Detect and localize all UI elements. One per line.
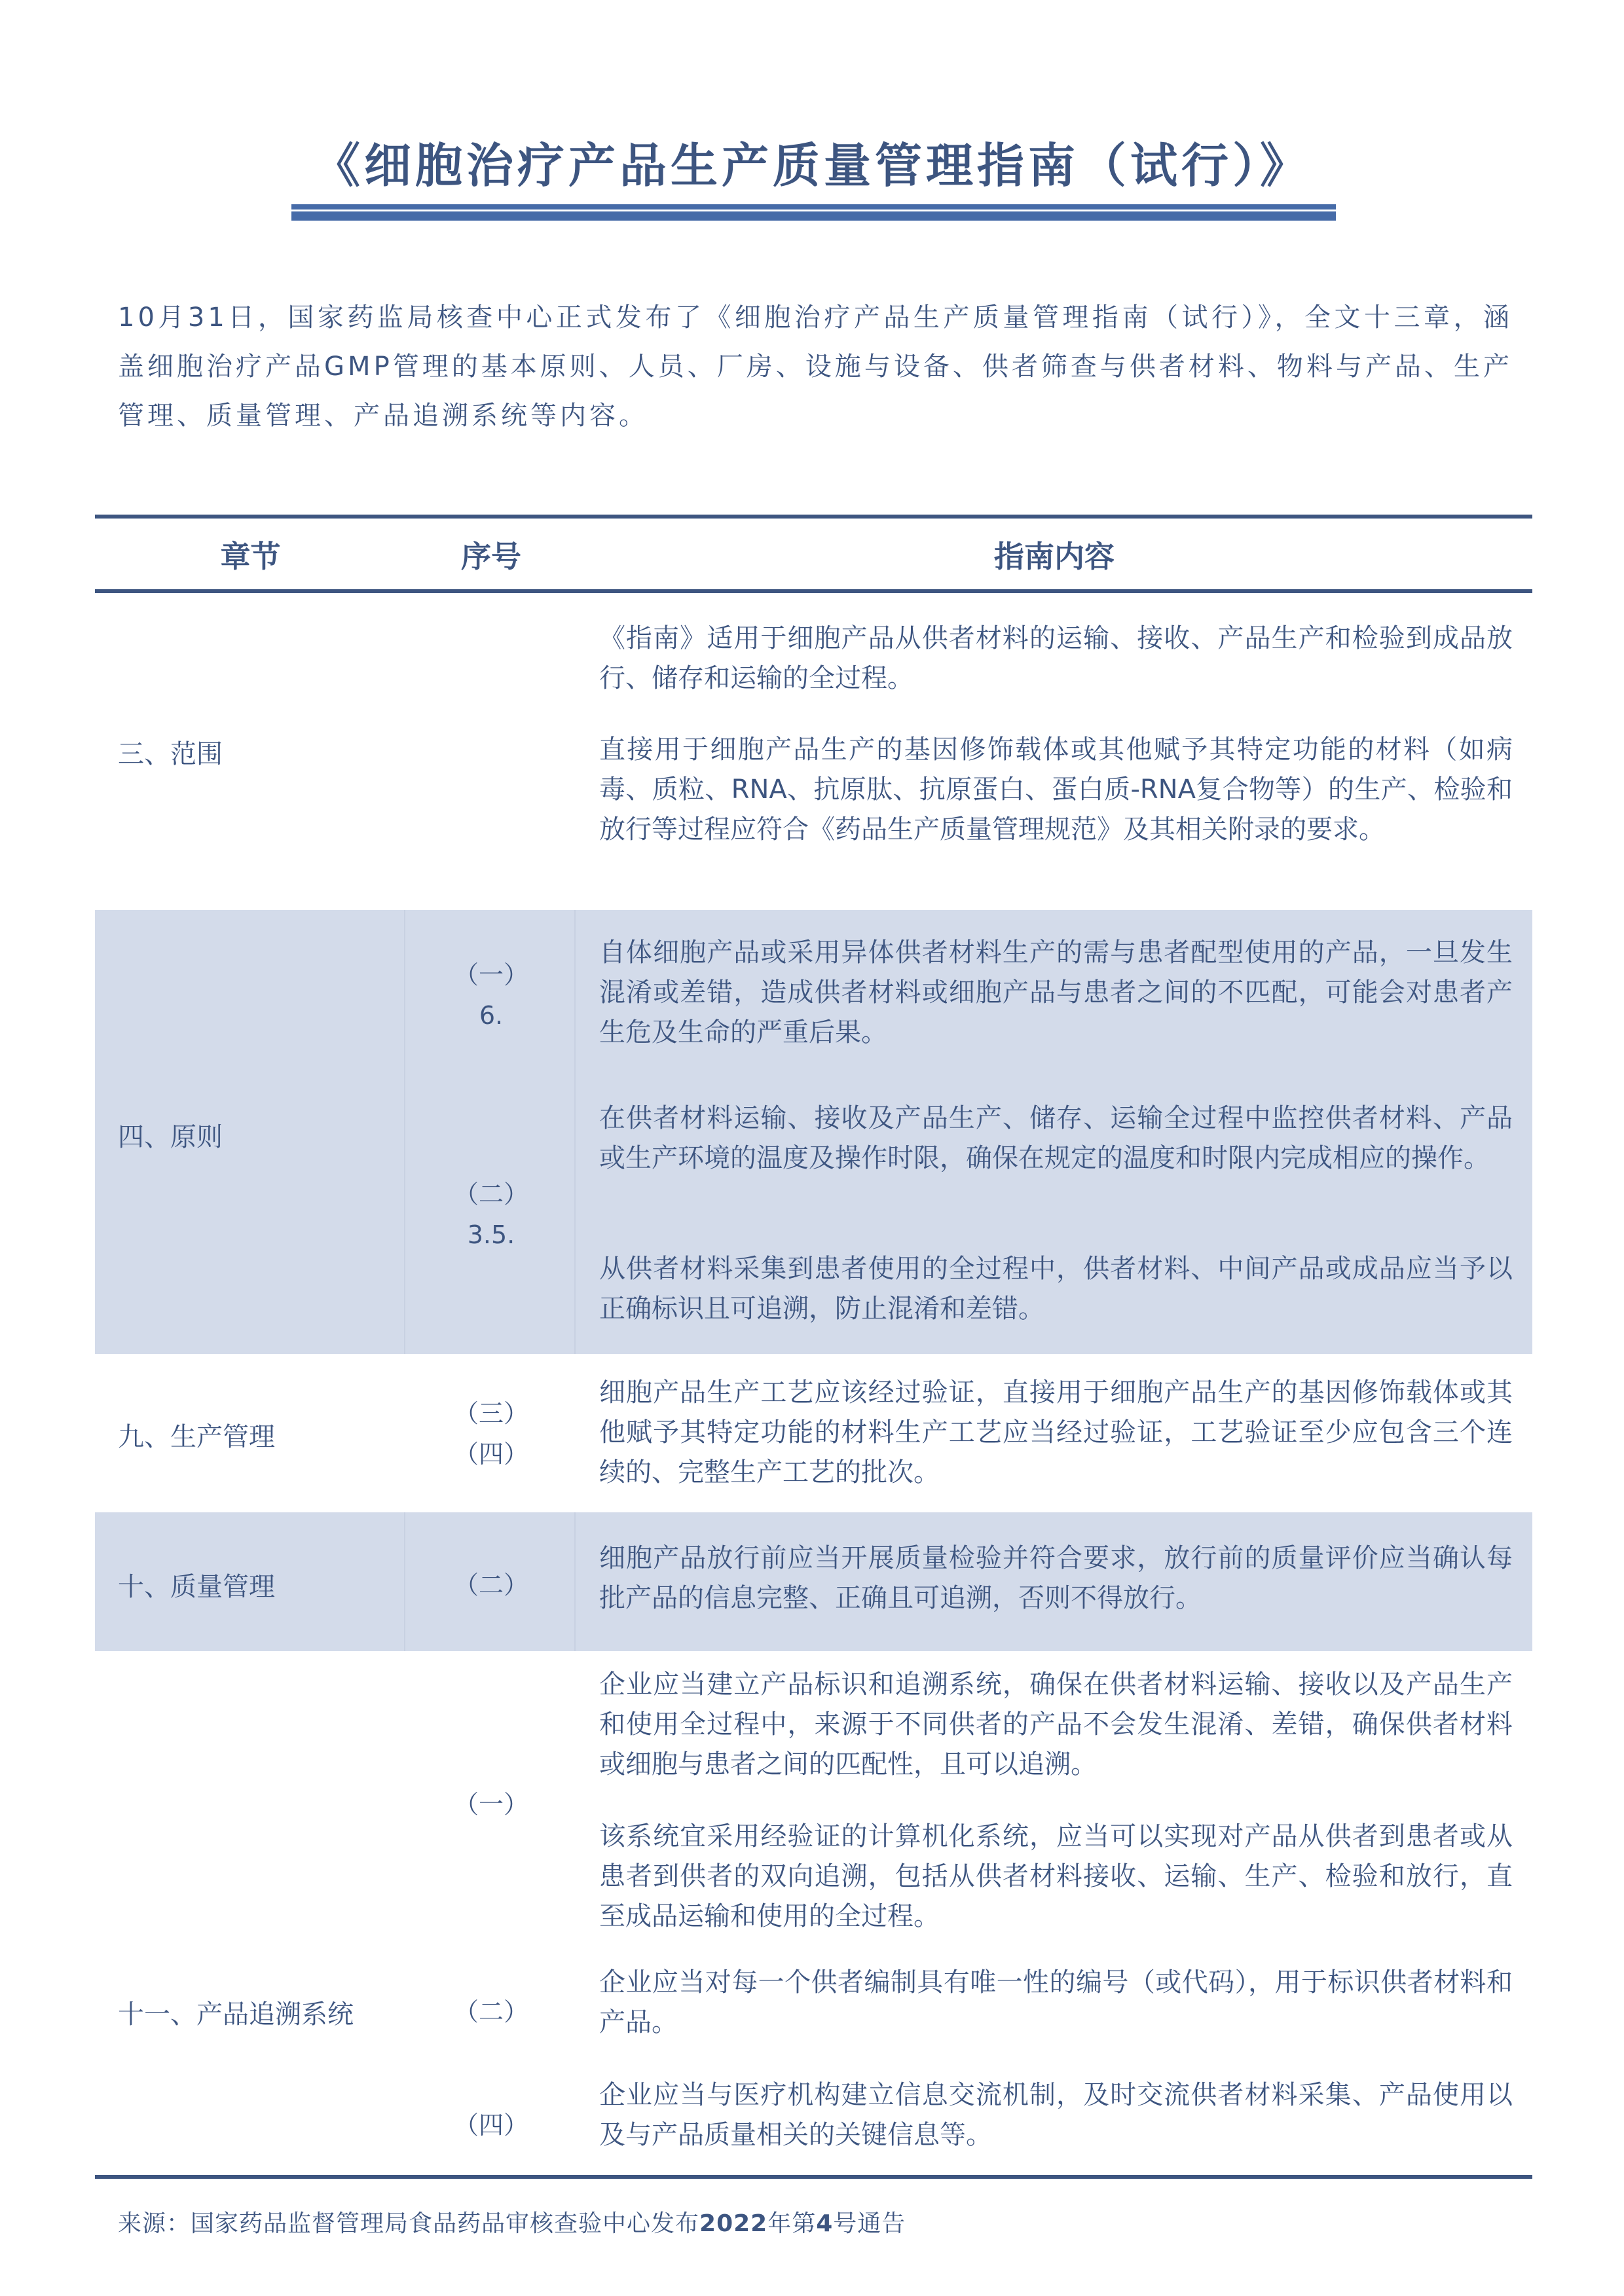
- source-number: 4: [816, 2210, 834, 2237]
- number-line: （二）: [453, 1180, 528, 1209]
- chapter-cell: 九、生产管理: [118, 1422, 275, 1452]
- content-cell: 企业应当对每一个供者编制具有唯一性的编号（或代码），用于标识供者材料和产品。: [599, 1967, 1513, 2037]
- chapter-cell: 十一、产品追溯系统: [118, 1999, 354, 2030]
- column-divider: [404, 910, 405, 1354]
- content-cell: 《指南》适用于细胞产品从供者材料的运输、接收、产品生产和检验到成品放行、储存和运输的全过程。: [599, 623, 1513, 693]
- content-cell: 从供者材料采集到患者使用的全过程中，供者材料、中间产品或成品应当予以正确标识且可追溯，防止混淆和差错。: [599, 1254, 1513, 1324]
- content-cell: 该系统宜采用经验证的计算机化系统，应当可以实现对产品从供者到患者或从患者到供者的双向追溯，包括从供者材料接收、运输、生产、检验和放行，直至成品运输和使用的全过程。: [599, 1821, 1513, 1931]
- header-content: 指南内容: [994, 539, 1115, 574]
- number-line: （三）: [453, 1399, 528, 1428]
- number-cell: [406, 955, 576, 1036]
- number-line: （四）: [453, 1440, 528, 1468]
- number-line: 6.: [479, 1001, 504, 1030]
- number-cell: （二）: [453, 1571, 528, 1599]
- content-cell: 企业应当建立产品标识和追溯系统，确保在供者材料运输、接收以及产品生产和使用全过程中，来源于不同供者的产品不会发生混淆、差错，确保供者材料或细胞与患者之间的匹配性，且可以追溯。: [599, 1669, 1513, 1779]
- content-cell: 细胞产品生产工艺应该经过验证，直接用于细胞产品生产的基因修饰载体或其他赋予其特定功能的材料生产工艺应当经过验证，工艺验证至少应包含三个连续的、完整生产工艺的批次。: [599, 1377, 1513, 1487]
- number-cell: （一）: [453, 1790, 528, 1819]
- number-line: 3.5.: [467, 1220, 515, 1249]
- header-chapter: 章节: [220, 539, 281, 574]
- number-cell: （四）: [453, 2111, 528, 2140]
- content-cell: 细胞产品放行前应当开展质量检验并符合要求，放行前的质量评价应当确认每批产品的信息完整、正确且可追溯，否则不得放行。: [599, 1543, 1513, 1613]
- content-cell: 在供者材料运输、接收及产品生产、储存、运输全过程中监控供者材料、产品或生产环境的温度及操作时限，确保在规定的温度和时限内完成相应的操作。: [599, 1103, 1513, 1173]
- number-cell: （二）: [453, 1997, 528, 2026]
- content-cell: 企业应当与医疗机构建立信息交流机制，及时交流供者材料采集、产品使用以及与产品质量相关的关键信息等。: [599, 2080, 1513, 2150]
- header-number: 序号: [461, 539, 521, 574]
- source-prefix: 来源：国家药品监督管理局食品药品审核查验中心发布: [118, 2210, 700, 2237]
- source-note: [118, 2205, 906, 2238]
- title-underline-thick: [291, 211, 1336, 221]
- intro-paragraph: 10月31日，国家药监局核查中心正式发布了《细胞治疗产品生产质量管理指南（试行）》，全文十三章，涵盖细胞治疗产品GMP管理的基本原则、人员、厂房、设施与设备、供者筛查与供者材料、物料与产品、生产管理、质量管理、产品追溯系统等内容。: [118, 302, 1513, 431]
- source-year: 2022: [699, 2210, 768, 2237]
- table-top-rule: [95, 515, 1532, 519]
- number-cell: [406, 1393, 576, 1474]
- number-cell: [406, 1174, 576, 1255]
- column-divider: [404, 1512, 405, 1651]
- source-suffix: 号通告: [833, 2210, 906, 2237]
- number-line: （一）: [453, 960, 528, 989]
- title-underline-thin: [291, 204, 1336, 210]
- table-bottom-rule: [95, 2175, 1532, 2179]
- content-cell: 自体细胞产品或采用异体供者材料生产的需与患者配型使用的产品，一旦发生混淆或差错，造成供者材料或细胞产品与患者之间的不匹配，可能会对患者产生危及生命的严重后果。: [599, 938, 1513, 1048]
- document-title: 《细胞治疗产品生产质量管理指南（试行）》: [312, 138, 1311, 193]
- source-mid: 年第: [767, 2210, 817, 2237]
- chapter-cell: 三、范围: [118, 739, 223, 769]
- chapter-cell: 十、质量管理: [118, 1572, 275, 1602]
- content-cell: 直接用于细胞产品生产的基因修饰载体或其他赋予其特定功能的材料（如病毒、质粒、RNA、抗原肽、抗原蛋白、蛋白质-RNA复合物等）的生产、检验和放行等过程应符合《药品生产质量管理规范》及其相关附录的要求。: [599, 735, 1513, 845]
- chapter-cell: 四、原则: [118, 1122, 223, 1152]
